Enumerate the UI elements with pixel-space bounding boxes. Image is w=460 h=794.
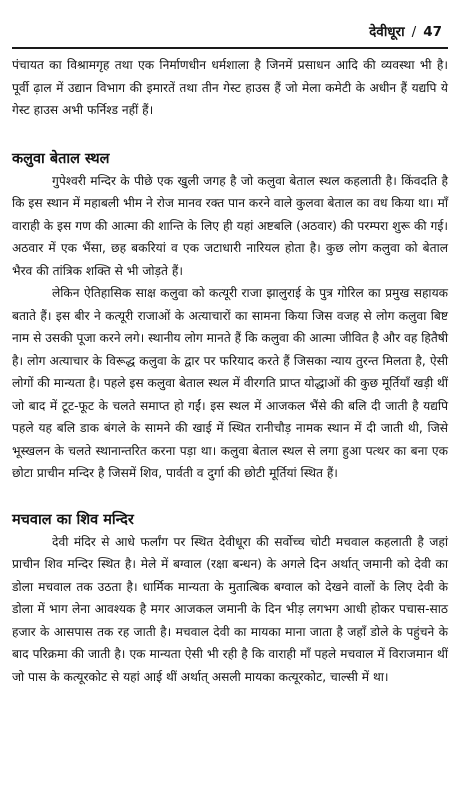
kaluwa-paragraph-2: लेकिन ऐतिहासिक साक्ष कलुवा को कत्यूरी राजा झालुराई के पुत्र गोरिल का प्रमुख सहायक बताते हैं। इस बीर ने कत्यूरी राजाओं के अत्याचारों का सामना किया जिस वजह से लोग कलुवा बिष्ट नाम से उसकी पूजा करने लगे। स्थानीय लोग मानते हैं कि कलुवा की आत्मा जीवित है और वह हितैषी है। लोग अत्याचार के विरूद्ध कलुवा के द्वार पर फरियाद करते हैं जिसका न्याय तुरन्त मिलता है, ऐसी लोगों की मान्यता है। पहले इस कलुवा बेताल स्थल में वीरगति प्राप्त योद्धाओं की कुछ मूर्तियाँ खड़ी थीं जो बाद में टूट-फूट के चलते समाप्त हो गईं। इस स्थल में आजकल भैंसे की बलि दी जाती है यद्यपि पहले यह बलि डाक बंगले के सामने की खाई में स्थित रानीचौड़ नामक स्थान में दी जाती थी, जिसे भूस्खलन के चलते स्थानान्तरित करना पड़ा था। कलुवा बेताल स्थल से लगा हुआ पत्थर का बना एक छोटा प्राचीन मन्दिर है जिसमें शिव, पार्वती व दुर्गा की छोटी मूर्तियां स्थित हैं।	[12, 286, 448, 480]
header-separator: /	[411, 24, 417, 40]
running-header	[369, 22, 442, 40]
intro-paragraph: पंचायत का विश्रामगृह तथा एक निर्माणधीन धर्मशाला है जिनमें प्रसाधन आदि की व्यवस्था भी है। पूर्वी ढ़ाल में उद्यान विभाग की इमारतें तथा तीन गेस्ट हाउस हैं जो मेला कमेटी के अधीन हैं यद्यपि ये गेस्ट हाउस अभी फर्निश्ड नहीं हैं।	[12, 58, 448, 117]
section-heading-machwal: मचवाल का शिव मन्दिर	[12, 511, 134, 528]
header-title: देवीधूरा	[369, 24, 405, 40]
section-spacer	[12, 122, 448, 148]
kaluwa-paragraph-1: गुपेश्वरी मन्दिर के पीछे एक खुली जगह है जो कलुवा बेताल स्थल कहलाती है। किंवदति है कि इस स्थान में महाबली भीम ने रोज मानव रक्त पान करने वाले कुलवा बेताल का वध किया था। माँ वाराही के इस गण की आत्मा की शान्ति के लिए ही यहां अष्टबलि (अठवार) की परम्परा शुरू की गई। अठवार में एक भैंसा, छह बकरियां व एक जटाधारी नारियल होता है। कुछ लोग कलुवा को बेताल भैरव की तांत्रिक शक्ति से भी जोड़ते हैं।	[12, 173, 448, 278]
section-heading-kaluwa: कलुवा बेताल स्थल	[12, 150, 110, 167]
header-rule	[12, 47, 448, 49]
page-number: 47	[423, 24, 442, 40]
machwal-paragraph-1: देवी मंदिर से आधे फर्लांग पर स्थित देवीधूरा की सर्वोच्च चोटी मचवाल कहलाती है जहां प्राचीन शिव मन्दिर स्थित है। मेले में बग्वाल (रक्षा बन्धन) के अगले दिन अर्थात् जमानी को देवी का डोला मचवाल तक उठता है। धार्मिक मान्यता के मुतात्बिक बग्वाल को देखने वालों के लिए देवी के डोला में भाग लेना आवश्यक है मगर आजकल जमानी के दिन भीड़ लगभग आधी होकर पचास-साठ हजार के आसपास तक रह जाती है। मचवाल देवी का मायका माना जाता है जहाँ डोले के पहुंचने के बाद परिक्रमा की जाती है। एक मान्यता ऐसी भी रही है कि वाराही माँ पहले मचवाल में विराजमान थीं जो पास के कत्यूरकोट से यहां आई थीं अर्थात् असली मायका कत्यूरकोट, चाल्सी में था।	[12, 534, 448, 684]
section-spacer	[12, 485, 448, 509]
page-body	[12, 54, 448, 688]
